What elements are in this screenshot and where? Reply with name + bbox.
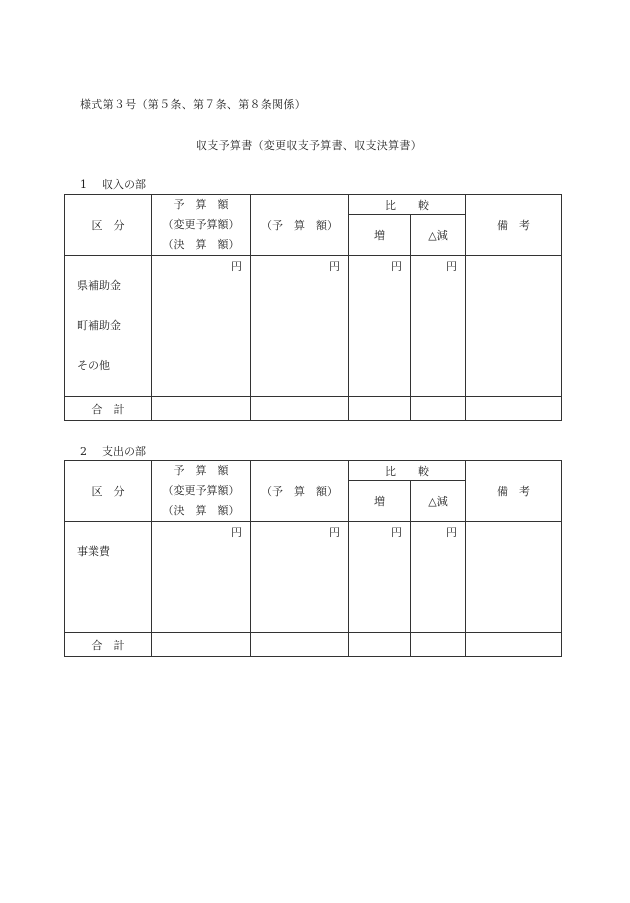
expense-header-budget-line2: （変更予算額）: [162, 484, 240, 497]
income-header-biko: 備 考: [466, 195, 562, 256]
expense-header-hikaku: 比 較: [349, 461, 466, 481]
expense-gen-cell[interactable]: [411, 522, 466, 633]
income-section-number: 1: [80, 178, 87, 191]
income-header-zou: 増: [349, 215, 411, 256]
expense-header-budget-line3: （決 算 額）: [162, 504, 240, 517]
income-zou-cell[interactable]: [349, 256, 411, 397]
expense-header-budget-line1: 予 算 額: [173, 464, 229, 477]
unit-label: 円: [329, 526, 340, 539]
income-header-kubun: 区 分: [65, 195, 152, 256]
expense-total-biko[interactable]: [466, 633, 562, 657]
expense-items-cell: [65, 522, 152, 633]
income-item-other: その他: [77, 359, 110, 372]
income-total-label: 合 計: [65, 397, 152, 421]
income-section-label: 収入の部: [102, 178, 146, 191]
expense-budget-cell[interactable]: [152, 522, 251, 633]
income-header-gen: △減: [411, 215, 466, 256]
income-total-prior[interactable]: [251, 397, 349, 421]
unit-label: 円: [391, 526, 402, 539]
expense-header-biko: 備 考: [466, 461, 562, 522]
expense-total-gen[interactable]: [411, 633, 466, 657]
expense-header-zou: 増: [349, 481, 411, 522]
expense-zou-cell[interactable]: [349, 522, 411, 633]
income-prior-budget-cell[interactable]: [251, 256, 349, 397]
income-total-budget[interactable]: [152, 397, 251, 421]
document-title: 収支予算書（変更収支予算書、収支決算書）: [196, 139, 422, 152]
income-header-prior-budget: （予 算 額）: [251, 195, 349, 256]
income-total-zou[interactable]: [349, 397, 411, 421]
income-total-biko[interactable]: [466, 397, 562, 421]
expense-header-kubun: 区 分: [65, 461, 152, 522]
income-biko-cell[interactable]: [466, 256, 562, 397]
expense-total-prior[interactable]: [251, 633, 349, 657]
income-data-row: [65, 256, 562, 397]
income-header-budget-line1: 予 算 額: [173, 198, 229, 211]
form-number: 様式第３号（第５条、第７条、第８条関係）: [80, 98, 306, 111]
income-gen-cell[interactable]: [411, 256, 466, 397]
expense-section-number: 2: [80, 445, 87, 458]
income-item-prefecture-subsidy: 県補助金: [77, 279, 121, 292]
income-header-row-1: [65, 195, 562, 215]
income-header-budget-line3: （決 算 額）: [162, 238, 240, 251]
unit-label: 円: [231, 260, 242, 273]
income-table: [64, 194, 562, 421]
unit-label: 円: [231, 526, 242, 539]
expense-section-label: 支出の部: [102, 445, 146, 458]
expense-total-budget[interactable]: [152, 633, 251, 657]
expense-data-row: [65, 522, 562, 633]
expense-prior-budget-cell[interactable]: [251, 522, 349, 633]
income-item-town-subsidy: 町補助金: [77, 319, 121, 332]
expense-item-project-cost: 事業費: [77, 545, 110, 558]
expense-table: [64, 460, 562, 657]
income-total-gen[interactable]: [411, 397, 466, 421]
unit-label: 円: [446, 260, 457, 273]
income-items-cell: [65, 256, 152, 397]
expense-section-title: [80, 443, 146, 459]
expense-total-label: 合 計: [65, 633, 152, 657]
income-section-title: [80, 176, 146, 192]
unit-label: 円: [329, 260, 340, 273]
unit-label: 円: [391, 260, 402, 273]
expense-biko-cell[interactable]: [466, 522, 562, 633]
income-header-budget-line2: （変更予算額）: [162, 218, 240, 231]
unit-label: 円: [446, 526, 457, 539]
income-header-budget: [152, 195, 251, 256]
expense-total-row: [65, 633, 562, 657]
expense-total-zou[interactable]: [349, 633, 411, 657]
expense-header-prior-budget: （予 算 額）: [251, 461, 349, 522]
expense-header-gen: △減: [411, 481, 466, 522]
income-header-hikaku: 比 較: [349, 195, 466, 215]
expense-header-budget: [152, 461, 251, 522]
expense-header-row-1: [65, 461, 562, 481]
income-total-row: [65, 397, 562, 421]
income-budget-cell[interactable]: [152, 256, 251, 397]
